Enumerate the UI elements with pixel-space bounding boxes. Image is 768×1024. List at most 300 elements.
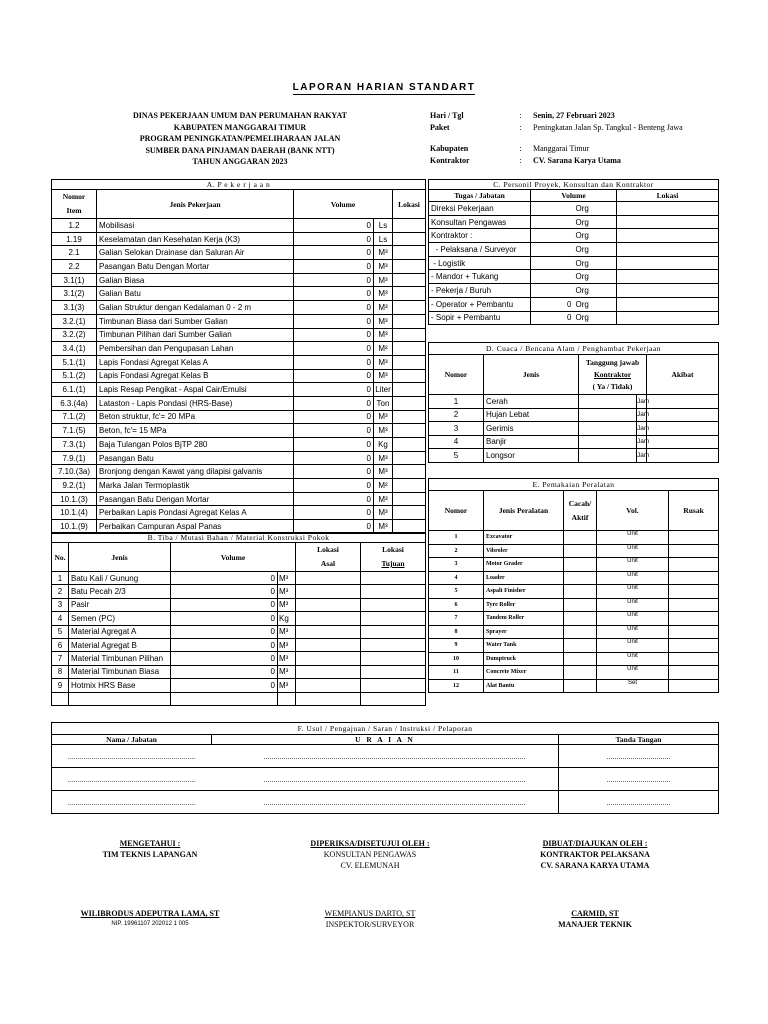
section-b-title: B. Tiba / Mutasi Bahan / Material Konstruksi Pokok bbox=[52, 533, 426, 543]
lokasi-tujuan-cell bbox=[361, 572, 426, 585]
equipment-type: Dumptruck bbox=[484, 652, 564, 666]
volume-unit: M³ bbox=[278, 598, 296, 611]
row-number: 2 bbox=[429, 408, 484, 422]
lokasi-cell bbox=[393, 232, 426, 246]
equipment-unit: Unit bbox=[597, 558, 669, 572]
volume-unit: M³ bbox=[374, 260, 393, 274]
weather-type: Hujan Lebat bbox=[484, 408, 579, 422]
work-type: Mobilisasi bbox=[97, 219, 294, 233]
cacah-aktif-cell bbox=[564, 652, 597, 666]
cacah-aktif-cell bbox=[564, 625, 597, 639]
col-jenis-pekerjaan: Jenis Pekerjaan bbox=[97, 190, 294, 219]
volume-unit: M² bbox=[374, 479, 393, 493]
volume-unit: M³ bbox=[278, 625, 296, 638]
work-type: Lataston - Lapis Pondasi (HRS-Base) bbox=[97, 396, 294, 410]
lokasi-cell bbox=[617, 243, 719, 257]
table-row bbox=[52, 479, 426, 493]
proposal-row bbox=[52, 745, 719, 768]
table-row bbox=[52, 424, 426, 438]
tanda-tangan-cell: ................................ bbox=[559, 745, 719, 768]
agency-header bbox=[100, 110, 380, 168]
personnel-volume: 0 bbox=[531, 297, 574, 311]
table-row bbox=[429, 202, 719, 216]
personnel-unit: Org bbox=[574, 297, 617, 311]
work-type: Galian Biasa bbox=[97, 273, 294, 287]
table-row bbox=[52, 585, 426, 598]
equipment-type: Excavator bbox=[484, 531, 564, 545]
table-row bbox=[52, 273, 426, 287]
info-row-hari: Hari / Tgl : Senin, 27 Februari 2023 bbox=[430, 111, 615, 120]
work-type: Pasangan Batu Dengan Mortar bbox=[97, 260, 294, 274]
row-number: 1 bbox=[52, 572, 69, 585]
row-number: 2 bbox=[429, 544, 484, 558]
volume-value: 0 bbox=[294, 369, 374, 383]
rusak-cell bbox=[669, 652, 719, 666]
akibat-cell bbox=[647, 435, 719, 449]
table-row bbox=[429, 311, 719, 325]
lokasi-tujuan-cell bbox=[361, 598, 426, 611]
table-row bbox=[52, 301, 426, 315]
lokasi-cell bbox=[617, 297, 719, 311]
personnel-volume bbox=[531, 284, 574, 298]
volume-unit: M³ bbox=[374, 506, 393, 520]
col-akibat: Akibat bbox=[647, 355, 719, 395]
lokasi-cell bbox=[617, 229, 719, 243]
volume-value: 0 bbox=[294, 287, 374, 301]
equipment-type: Alat Bantu bbox=[484, 679, 564, 693]
item-number: 10.1.(4) bbox=[52, 506, 97, 520]
volume-unit: M³ bbox=[374, 520, 393, 534]
item-number: 7.3.(1) bbox=[52, 438, 97, 452]
row-number: 1 bbox=[429, 531, 484, 545]
personnel-role: - Operator + Pembantu bbox=[429, 297, 531, 311]
volume-unit: M³ bbox=[374, 424, 393, 438]
row-number: 3 bbox=[52, 598, 69, 611]
volume-unit: M³ bbox=[374, 287, 393, 301]
section-a-table bbox=[51, 179, 426, 534]
work-type: Bronjong dengan Kawat yang dilapisi galvanis bbox=[97, 465, 294, 479]
lokasi-cell bbox=[617, 202, 719, 216]
col-rusak: Rusak bbox=[669, 491, 719, 531]
table-row bbox=[52, 328, 426, 342]
personnel-role: - Pelaksana / Surveyor bbox=[429, 243, 531, 257]
table-row bbox=[429, 652, 719, 666]
lokasi-cell bbox=[617, 284, 719, 298]
table-row bbox=[52, 638, 426, 651]
akibat-cell bbox=[647, 422, 719, 436]
cacah-aktif-cell bbox=[564, 639, 597, 653]
lokasi-cell bbox=[393, 314, 426, 328]
work-type: Galian Batu bbox=[97, 287, 294, 301]
work-type: Marka Jalan Termoplastik bbox=[97, 479, 294, 493]
table-row bbox=[429, 571, 719, 585]
item-number: 1.19 bbox=[52, 232, 97, 246]
equipment-type: Sprayer bbox=[484, 625, 564, 639]
section-f-title: F. Usul / Pengajuan / Saran / Instruksi / Pelaporan bbox=[52, 723, 719, 735]
item-number: 3.4.(1) bbox=[52, 342, 97, 356]
col-no: No. bbox=[52, 543, 69, 572]
col-jenis-peralatan: Jenis Peralatan bbox=[484, 491, 564, 531]
cacah-aktif-cell bbox=[564, 612, 597, 626]
signature-konsultan: DIPERIKSA/DISETUJUI OLEH : KONSULTAN PENGAWAS CV. ELEMUNAH bbox=[310, 839, 430, 870]
volume-unit: M³ bbox=[278, 679, 296, 692]
lokasi-asal-cell bbox=[296, 612, 361, 625]
equipment-type: Motor Grader bbox=[484, 558, 564, 572]
table-row bbox=[52, 465, 426, 479]
volume-unit: M³ bbox=[278, 572, 296, 585]
volume-value: 0 bbox=[294, 451, 374, 465]
rusak-cell bbox=[669, 625, 719, 639]
lokasi-asal-cell bbox=[296, 585, 361, 598]
equipment-unit: Unit bbox=[597, 625, 669, 639]
item-number: 3.2.(1) bbox=[52, 314, 97, 328]
row-number: 10 bbox=[429, 652, 484, 666]
volume-unit: M³ bbox=[374, 246, 393, 260]
volume-value: 0 bbox=[294, 342, 374, 356]
weather-type: Banjir bbox=[484, 435, 579, 449]
personnel-role: - Mandor + Tukang bbox=[429, 270, 531, 284]
volume-unit: M³ bbox=[374, 355, 393, 369]
akibat-cell bbox=[647, 395, 719, 409]
table-row bbox=[429, 585, 719, 599]
duration-unit: Jam bbox=[637, 395, 647, 409]
lokasi-cell bbox=[617, 215, 719, 229]
agency-line: DINAS PEKERJAAN UMUM DAN PERUMAHAN RAKYAT bbox=[133, 111, 347, 120]
volume-value: 0 bbox=[171, 665, 278, 678]
tanggung-jawab-cell bbox=[579, 408, 637, 422]
item-number: 3.1(1) bbox=[52, 273, 97, 287]
section-a-title: A. P e k e r j a a n bbox=[52, 180, 426, 190]
item-number: 3.1(2) bbox=[52, 287, 97, 301]
personnel-unit: Org bbox=[574, 284, 617, 298]
volume-unit: M³ bbox=[374, 328, 393, 342]
item-number: 6.1.(1) bbox=[52, 383, 97, 397]
table-row bbox=[52, 355, 426, 369]
akibat-cell bbox=[647, 408, 719, 422]
cacah-aktif-cell bbox=[564, 598, 597, 612]
cacah-aktif-cell bbox=[564, 531, 597, 545]
info-row-kontraktor: Kontraktor : CV. Sarana Karya Utama bbox=[430, 155, 621, 165]
item-number: 2.2 bbox=[52, 260, 97, 274]
lokasi-cell bbox=[393, 396, 426, 410]
row-number: 2 bbox=[52, 585, 69, 598]
volume-value: 0 bbox=[294, 301, 374, 315]
col-volume: Volume bbox=[294, 190, 393, 219]
table-row bbox=[52, 506, 426, 520]
section-c-table bbox=[428, 179, 719, 325]
rusak-cell bbox=[669, 679, 719, 693]
item-number: 9.2.(1) bbox=[52, 479, 97, 493]
table-row bbox=[429, 284, 719, 298]
duration-unit: Jam bbox=[637, 435, 647, 449]
table-row bbox=[52, 665, 426, 678]
personnel-volume bbox=[531, 270, 574, 284]
col-lokasi: Lokasi bbox=[393, 190, 426, 219]
signature-kontraktor: DIBUAT/DIAJUKAN OLEH : KONTRAKTOR PELAKSANA CV. SARANA KARYA UTAMA bbox=[540, 839, 650, 870]
lokasi-cell bbox=[393, 492, 426, 506]
personnel-volume bbox=[531, 229, 574, 243]
equipment-type: Tyre Roller bbox=[484, 598, 564, 612]
equipment-type: Concrete Mixer bbox=[484, 666, 564, 680]
personnel-unit: Org bbox=[574, 215, 617, 229]
rusak-cell bbox=[669, 639, 719, 653]
volume-value: 0 bbox=[294, 328, 374, 342]
volume-unit: M³ bbox=[278, 638, 296, 651]
volume-value: 0 bbox=[294, 465, 374, 479]
personnel-role: Direksi Pekerjaan bbox=[429, 202, 531, 216]
table-row bbox=[52, 612, 426, 625]
section-e-title: E. Pemakaian Peralatan bbox=[429, 479, 719, 491]
lokasi-cell bbox=[393, 465, 426, 479]
volume-value: 0 bbox=[294, 438, 374, 452]
volume-value: 0 bbox=[294, 506, 374, 520]
row-number: 5 bbox=[429, 585, 484, 599]
signature-name-konsultan: WEMPIANUS DARTO, ST INSPEKTOR/SURVEYOR bbox=[324, 909, 416, 929]
tanggung-jawab-cell bbox=[579, 395, 637, 409]
lokasi-cell bbox=[393, 424, 426, 438]
lokasi-cell bbox=[393, 342, 426, 356]
personnel-volume: 0 bbox=[531, 311, 574, 325]
volume-unit: M³ bbox=[374, 314, 393, 328]
work-type: Timbunan Biasa dari Sumber Galian bbox=[97, 314, 294, 328]
uraian-cell: ................................................................................................................................... bbox=[262, 791, 509, 814]
akibat-cell bbox=[647, 449, 719, 463]
volume-unit: Ton bbox=[374, 396, 393, 410]
col-lokasi: Lokasi bbox=[617, 190, 719, 202]
item-number: 5.1.(2) bbox=[52, 369, 97, 383]
nama-jabatan-cell: ................................................................ bbox=[52, 768, 212, 791]
tanggung-jawab-cell bbox=[579, 449, 637, 463]
material-type: Material Timbunan Biasa bbox=[69, 665, 171, 678]
material-type: Material Agregat B bbox=[69, 638, 171, 651]
col-cacah-aktif: Cacah/ Aktif bbox=[564, 491, 597, 531]
volume-value: 0 bbox=[294, 383, 374, 397]
volume-value: 0 bbox=[171, 598, 278, 611]
table-row bbox=[52, 652, 426, 665]
volume-value: 0 bbox=[294, 492, 374, 506]
table-row bbox=[429, 679, 719, 693]
work-type: Baja Tulangan Polos BjTP 280 bbox=[97, 438, 294, 452]
lokasi-cell bbox=[393, 328, 426, 342]
personnel-role: - Logistik bbox=[429, 256, 531, 270]
material-type: Semen (PC) bbox=[69, 612, 171, 625]
lokasi-asal-cell bbox=[296, 679, 361, 692]
row-number: 7 bbox=[52, 652, 69, 665]
equipment-unit: Unit bbox=[597, 598, 669, 612]
weather-type: Cerah bbox=[484, 395, 579, 409]
volume-unit: M³ bbox=[278, 585, 296, 598]
col-tugas: Tugas / Jabatan bbox=[429, 190, 531, 202]
uraian-cell: ................................................................................................................................... bbox=[262, 768, 509, 791]
volume-unit: Ls bbox=[374, 232, 393, 246]
table-row bbox=[52, 679, 426, 692]
col-lokasi-asal: Lokasi Asal bbox=[296, 543, 361, 572]
volume-unit: M³ bbox=[374, 301, 393, 315]
lokasi-cell bbox=[393, 506, 426, 520]
volume-value: 0 bbox=[294, 260, 374, 274]
equipment-unit: Unit bbox=[597, 639, 669, 653]
separator-cell bbox=[212, 745, 262, 768]
col-jenis: Jenis bbox=[484, 355, 579, 395]
row-number: 4 bbox=[429, 571, 484, 585]
volume-unit: Kg bbox=[278, 612, 296, 625]
material-type: Hotmix HRS Base bbox=[69, 679, 171, 692]
row-number: 9 bbox=[429, 639, 484, 653]
section-c-title: C. Personil Proyek, Konsultan dan Kontraktor bbox=[429, 180, 719, 190]
work-type: Galian Struktur dengan Kedalaman 0 - 2 m bbox=[97, 301, 294, 315]
separator-cell bbox=[212, 791, 262, 814]
volume-value: 0 bbox=[294, 314, 374, 328]
table-row bbox=[52, 451, 426, 465]
col-volume: Volume bbox=[531, 190, 617, 202]
table-row bbox=[429, 666, 719, 680]
section-d-title: D. Cuaca / Bencana Alam / Penghambat Pekerjaan bbox=[429, 343, 719, 355]
work-type: Keselamatan dan Kesehatan Kerja (K3) bbox=[97, 232, 294, 246]
personnel-role: - Pekerja / Buruh bbox=[429, 284, 531, 298]
col-nomor: Nomor bbox=[429, 355, 484, 395]
col-tanggung-jawab: Tanggung jawab Kontraktor ( Ya / Tidak) bbox=[579, 355, 647, 395]
material-type: Batu Pecah 2/3 bbox=[69, 585, 171, 598]
lokasi-cell bbox=[617, 311, 719, 325]
table-row bbox=[429, 544, 719, 558]
lokasi-tujuan-cell bbox=[361, 585, 426, 598]
material-type: Batu Kali / Gunung bbox=[69, 572, 171, 585]
rusak-cell bbox=[669, 558, 719, 572]
lokasi-tujuan-cell bbox=[361, 638, 426, 651]
cacah-aktif-cell bbox=[564, 679, 597, 693]
cacah-aktif-cell bbox=[564, 666, 597, 680]
personnel-unit: Org bbox=[574, 243, 617, 257]
volume-value: 0 bbox=[294, 424, 374, 438]
personnel-unit: Org bbox=[574, 229, 617, 243]
table-row bbox=[429, 215, 719, 229]
lokasi-asal-cell bbox=[296, 625, 361, 638]
lokasi-cell bbox=[393, 260, 426, 274]
volume-unit: M³ bbox=[374, 273, 393, 287]
info-row-paket: Paket : Peningkatan Jalan Sp. Tangkul - Benteng Jawa bbox=[430, 122, 683, 132]
work-type: Pembersihan dan Pengupasan Lahan bbox=[97, 342, 294, 356]
cacah-aktif-cell bbox=[564, 544, 597, 558]
personnel-volume bbox=[531, 202, 574, 216]
tanggung-jawab-cell bbox=[579, 435, 637, 449]
work-type: Lapis Fondasi Agregat Kelas A bbox=[97, 355, 294, 369]
row-number: 1 bbox=[429, 395, 484, 409]
row-number: 4 bbox=[429, 435, 484, 449]
nama-jabatan-cell: ................................................................ bbox=[52, 791, 212, 814]
volume-unit: M² bbox=[374, 342, 393, 356]
table-row bbox=[52, 410, 426, 424]
personnel-unit: Org bbox=[574, 202, 617, 216]
work-type: Galian Selokan Drainase dan Saluran Air bbox=[97, 246, 294, 260]
item-number: 3.2.(2) bbox=[52, 328, 97, 342]
personnel-volume bbox=[531, 215, 574, 229]
table-row bbox=[52, 260, 426, 274]
row-number: 5 bbox=[52, 625, 69, 638]
agency-line: PROGRAM PENINGKATAN/PEMELIHARAAN JALAN bbox=[139, 134, 341, 143]
item-number: 7.1.(2) bbox=[52, 410, 97, 424]
tanda-tangan-cell: ................................ bbox=[559, 768, 719, 791]
equipment-type: Aspalt Finisher bbox=[484, 585, 564, 599]
rusak-cell bbox=[669, 585, 719, 599]
volume-unit: Liter bbox=[374, 383, 393, 397]
weather-type: Longsor bbox=[484, 449, 579, 463]
item-number: 7.10.(3a) bbox=[52, 465, 97, 479]
proposal-row bbox=[52, 791, 719, 814]
table-row bbox=[429, 395, 719, 409]
personnel-role: - Sopir + Pembantu bbox=[429, 311, 531, 325]
volume-value: 0 bbox=[171, 638, 278, 651]
nama-jabatan-cell: ................................................................ bbox=[52, 745, 212, 768]
rusak-cell bbox=[669, 666, 719, 680]
info-row-kabupaten: Kabupaten : Manggarai Timur bbox=[430, 144, 590, 153]
signature-name-kontraktor: CARMID, ST MANAJER TEKNIK bbox=[558, 909, 632, 929]
item-number: 3.1(3) bbox=[52, 301, 97, 315]
table-row bbox=[52, 598, 426, 611]
personnel-volume bbox=[531, 243, 574, 257]
item-number: 6.3.(4a) bbox=[52, 396, 97, 410]
table-row bbox=[429, 297, 719, 311]
volume-value: 0 bbox=[171, 612, 278, 625]
proposal-row bbox=[52, 768, 719, 791]
equipment-type: Loader bbox=[484, 571, 564, 585]
equipment-unit: Unit bbox=[597, 571, 669, 585]
col-jenis: Jenis bbox=[69, 543, 171, 572]
table-row bbox=[429, 612, 719, 626]
item-number: 2.1 bbox=[52, 246, 97, 260]
lokasi-cell bbox=[617, 256, 719, 270]
volume-value: 0 bbox=[294, 273, 374, 287]
item-number: 5.1.(1) bbox=[52, 355, 97, 369]
rusak-cell bbox=[669, 531, 719, 545]
table-row bbox=[429, 558, 719, 572]
uraian-cell: ................................................................................................................................... bbox=[262, 745, 509, 768]
work-type: Lapis Resap Pengikat - Aspal Cair/Emulsi bbox=[97, 383, 294, 397]
report-info bbox=[430, 110, 760, 166]
work-type: Beton, fc'= 15 MPa bbox=[97, 424, 294, 438]
col-nama-jabatan: Nama / Jabatan bbox=[52, 735, 212, 745]
personnel-unit: Org bbox=[574, 256, 617, 270]
table-row bbox=[429, 598, 719, 612]
tanggung-jawab-cell bbox=[579, 422, 637, 436]
table-row bbox=[429, 639, 719, 653]
col-nomor: Nomor bbox=[429, 491, 484, 531]
rusak-cell bbox=[669, 598, 719, 612]
volume-value: 0 bbox=[294, 410, 374, 424]
table-row bbox=[429, 435, 719, 449]
table-row bbox=[52, 232, 426, 246]
lokasi-cell bbox=[617, 270, 719, 284]
volume-value: 0 bbox=[294, 355, 374, 369]
equipment-unit: Unit bbox=[597, 652, 669, 666]
equipment-type: Tandem Roller bbox=[484, 612, 564, 626]
row-number: 9 bbox=[52, 679, 69, 692]
cacah-aktif-cell bbox=[564, 585, 597, 599]
volume-unit: M³ bbox=[374, 451, 393, 465]
material-type: Material Agregat A bbox=[69, 625, 171, 638]
work-type: Perbaikan Lapis Pondasi Agregat Kelas A bbox=[97, 506, 294, 520]
volume-value: 0 bbox=[171, 652, 278, 665]
table-row bbox=[52, 492, 426, 506]
lokasi-cell bbox=[393, 438, 426, 452]
row-number: 7 bbox=[429, 612, 484, 626]
row-number: 4 bbox=[52, 612, 69, 625]
lokasi-cell bbox=[393, 410, 426, 424]
col-volume: Volume bbox=[171, 543, 296, 572]
volume-value: 0 bbox=[171, 585, 278, 598]
table-row bbox=[429, 408, 719, 422]
lokasi-cell bbox=[393, 451, 426, 465]
lokasi-cell bbox=[393, 355, 426, 369]
